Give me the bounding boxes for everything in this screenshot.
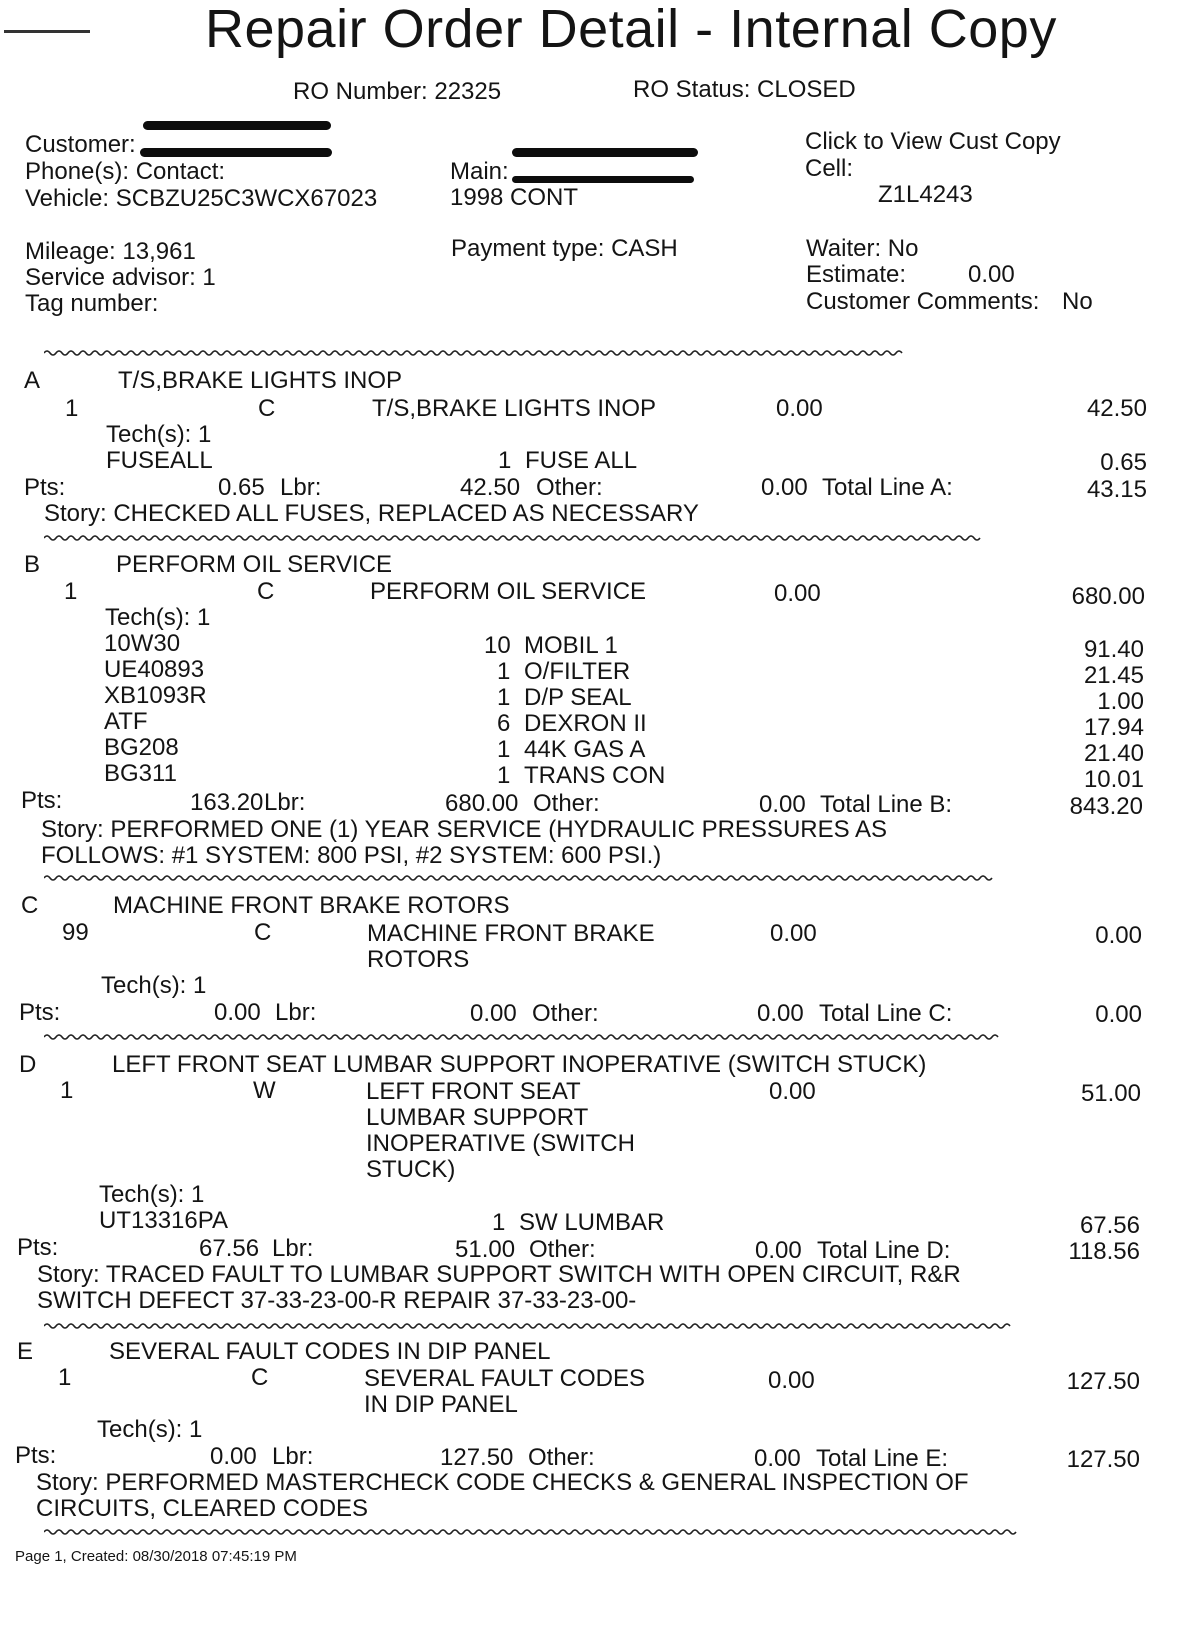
waiter: Waiter: No xyxy=(806,235,919,262)
line-d-lbr: 51.00 xyxy=(455,1236,516,1263)
line-b-part-number: UE40893 xyxy=(104,656,205,683)
line-b-col-value: 0.00 xyxy=(774,580,821,607)
line-e-qty: 1 xyxy=(58,1364,72,1391)
line-c-other-label: Other: xyxy=(532,1000,599,1027)
line-e-other-label: Other: xyxy=(528,1444,595,1471)
line-a-lbr: 42.50 xyxy=(460,474,521,501)
line-d-pts: 67.56 xyxy=(199,1235,260,1262)
line-a-story: Story: CHECKED ALL FUSES, REPLACED AS NECESSARY xyxy=(44,500,699,527)
line-e-desc: IN DIP PANEL xyxy=(364,1391,518,1418)
line-b-part-number: ATF xyxy=(104,708,148,735)
line-a-lbr-label: Lbr: xyxy=(280,474,322,501)
separator xyxy=(44,348,1134,358)
vehicle-model-redaction xyxy=(512,176,694,183)
line-c-col-value: 0.00 xyxy=(770,920,817,947)
line-c-code: C xyxy=(254,919,272,946)
line-c-other: 0.00 xyxy=(757,1000,804,1027)
line-d-part-price: 67.56 xyxy=(1079,1212,1140,1239)
line-a-part-price: 0.65 xyxy=(1100,449,1147,476)
line-d-code: W xyxy=(253,1077,276,1104)
line-c-pts: 0.00 xyxy=(214,999,261,1026)
line-b-lbr-label: Lbr: xyxy=(264,789,306,816)
line-b-part-name: 44K GAS A xyxy=(524,736,646,763)
line-b-other-label: Other: xyxy=(533,790,600,817)
line-e-lbr-label: Lbr: xyxy=(272,1443,314,1470)
line-d-lbr-label: Lbr: xyxy=(272,1235,314,1262)
line-a-part-name: FUSE ALL xyxy=(525,447,638,474)
line-b-part-price: 21.45 xyxy=(1083,662,1144,689)
line-a-pts: 0.65 xyxy=(218,474,265,501)
line-b-part-price: 10.01 xyxy=(1083,766,1144,793)
line-e-col-value: 0.00 xyxy=(768,1367,815,1394)
customer-comments-label: Customer Comments: xyxy=(806,288,1040,315)
line-b-other: 0.00 xyxy=(759,791,806,818)
line-b-part-name: DEXRON II xyxy=(524,710,647,737)
line-d-part-name: SW LUMBAR xyxy=(519,1209,665,1236)
line-d-desc: LEFT FRONT SEAT xyxy=(366,1078,581,1105)
line-e-total-label: Total Line E: xyxy=(816,1445,949,1472)
customer-label: Customer: xyxy=(25,131,136,158)
line-a-title: T/S,BRAKE LIGHTS INOP xyxy=(118,367,403,394)
line-d-desc: STUCK) xyxy=(366,1156,456,1183)
line-b-part-qty: 10 xyxy=(484,632,511,659)
header-scan-mark xyxy=(4,30,90,33)
line-a-tech: Tech(s): 1 xyxy=(106,421,212,448)
line-d-story: SWITCH DEFECT 37-33-23-00-R REPAIR 37-33-23-00- xyxy=(37,1287,637,1314)
line-e-desc: SEVERAL FAULT CODES xyxy=(364,1365,645,1392)
line-c-total: 0.00 xyxy=(1095,1001,1142,1028)
line-a-pts-label: Pts: xyxy=(24,474,66,501)
line-a-other: 0.00 xyxy=(761,474,808,501)
line-d-total: 118.56 xyxy=(1068,1238,1140,1265)
vehicle-vin: Vehicle: SCBZU25C3WCX67023 xyxy=(25,185,378,212)
separator xyxy=(44,533,1134,543)
line-b-part-price: 17.94 xyxy=(1083,714,1144,741)
line-d-col-value: 0.00 xyxy=(769,1078,816,1105)
line-a-letter: A xyxy=(24,367,41,394)
line-b-part-qty: 1 xyxy=(497,736,511,763)
line-b-part-qty: 1 xyxy=(497,658,511,685)
line-e-total: 127.50 xyxy=(1066,1446,1140,1473)
line-b-part-number: BG311 xyxy=(104,760,177,787)
line-e-lbr: 127.50 xyxy=(440,1444,514,1471)
line-e-tech: Tech(s): 1 xyxy=(97,1416,203,1443)
line-a-total: 43.15 xyxy=(1086,476,1147,503)
line-b-story: FOLLOWS: #1 SYSTEM: 800 PSI, #2 SYSTEM: 600 PSI.) xyxy=(41,842,662,869)
line-e-letter: E xyxy=(17,1338,34,1365)
line-e-pts: 0.00 xyxy=(210,1443,257,1470)
line-b-tech: Tech(s): 1 xyxy=(105,604,211,631)
line-d-desc: LUMBAR SUPPORT xyxy=(366,1104,589,1131)
line-e-pts-label: Pts: xyxy=(15,1442,57,1469)
line-b-part-qty: 1 xyxy=(497,684,511,711)
license-plate: Z1L4243 xyxy=(878,181,973,208)
line-b-part-number: BG208 xyxy=(104,734,179,761)
contact-redaction xyxy=(140,148,332,157)
line-a-part-number: FUSEALL xyxy=(106,447,213,474)
line-b-letter: B xyxy=(24,551,41,578)
line-b-desc: PERFORM OIL SERVICE xyxy=(370,578,647,605)
line-d-total-label: Total Line D: xyxy=(817,1237,951,1264)
line-a-labor-amount: 42.50 xyxy=(1086,395,1147,422)
line-c-total-label: Total Line C: xyxy=(819,1000,953,1027)
tag-number: Tag number: xyxy=(25,290,159,317)
line-d-labor-amount: 51.00 xyxy=(1080,1080,1141,1107)
customer-comments-value: No xyxy=(1062,288,1093,315)
ro-status: RO Status: CLOSED xyxy=(633,76,856,103)
line-b-code: C xyxy=(257,578,275,605)
line-d-title: LEFT FRONT SEAT LUMBAR SUPPORT INOPERATIVE (SWITCH STUCK) xyxy=(112,1051,927,1078)
separator xyxy=(44,1032,1134,1042)
page-footer: Page 1, Created: 08/30/2018 07:45:19 PM xyxy=(15,1548,297,1565)
separator xyxy=(44,1321,1134,1331)
line-b-part-qty: 1 xyxy=(497,762,511,789)
line-e-other: 0.00 xyxy=(754,1445,801,1472)
cell-label: Cell: xyxy=(805,155,854,182)
line-d-part-qty: 1 xyxy=(492,1209,506,1236)
customer-name-redaction xyxy=(143,121,331,130)
line-b-labor-amount: 680.00 xyxy=(1071,583,1145,610)
line-b-part-price: 1.00 xyxy=(1097,688,1144,715)
main-phone-redaction xyxy=(512,148,698,157)
estimate-label: Estimate: xyxy=(806,261,907,288)
line-d-other-label: Other: xyxy=(529,1236,596,1263)
line-c-qty: 99 xyxy=(62,919,89,946)
line-a-code: C xyxy=(258,395,276,422)
line-a-total-label: Total Line A: xyxy=(822,474,953,501)
line-c-pts-label: Pts: xyxy=(19,999,61,1026)
line-a-part-qty: 1 xyxy=(498,447,512,474)
line-d-tech: Tech(s): 1 xyxy=(99,1181,205,1208)
phone-contact-label: Phone(s): Contact: xyxy=(25,158,226,185)
line-b-part-number: 10W30 xyxy=(104,630,181,657)
line-a-other-label: Other: xyxy=(536,474,603,501)
line-b-part-price: 91.40 xyxy=(1083,636,1144,663)
estimate-value: 0.00 xyxy=(968,261,1015,288)
line-b-part-name: TRANS CON xyxy=(524,762,666,789)
line-b-pts-label: Pts: xyxy=(21,787,63,814)
line-b-qty: 1 xyxy=(64,578,78,605)
line-e-title: SEVERAL FAULT CODES IN DIP PANEL xyxy=(109,1338,551,1365)
line-a-col-value: 0.00 xyxy=(776,395,823,422)
line-b-title: PERFORM OIL SERVICE xyxy=(116,551,393,578)
line-d-qty: 1 xyxy=(60,1077,74,1104)
separator xyxy=(44,1527,1134,1537)
line-c-lbr: 0.00 xyxy=(470,1000,517,1027)
line-d-letter: D xyxy=(19,1051,37,1078)
line-c-labor-amount: 0.00 xyxy=(1095,922,1142,949)
mileage: Mileage: 13,961 xyxy=(25,238,196,265)
separator xyxy=(44,873,1134,883)
line-b-part-price: 21.40 xyxy=(1083,740,1144,767)
line-c-lbr-label: Lbr: xyxy=(275,999,317,1026)
page-title: Repair Order Detail - Internal Copy xyxy=(205,0,1057,59)
line-d-desc: INOPERATIVE (SWITCH xyxy=(366,1130,635,1157)
line-c-letter: C xyxy=(21,892,39,919)
line-b-part-name: MOBIL 1 xyxy=(524,632,618,659)
line-b-total: 843.20 xyxy=(1069,793,1143,820)
line-c-desc: ROTORS xyxy=(367,946,470,973)
line-b-part-name: O/FILTER xyxy=(524,658,631,685)
line-a-desc: T/S,BRAKE LIGHTS INOP xyxy=(372,395,657,422)
line-c-desc: MACHINE FRONT BRAKE xyxy=(367,920,655,947)
line-d-pts-label: Pts: xyxy=(17,1234,59,1261)
vehicle-year-model: 1998 CONT xyxy=(450,184,579,211)
view-customer-copy-link[interactable]: Click to View Cust Copy xyxy=(805,128,1061,155)
line-b-part-qty: 6 xyxy=(497,710,511,737)
line-b-story: Story: PERFORMED ONE (1) YEAR SERVICE (HYDRAULIC PRESSURES AS xyxy=(41,816,887,843)
payment-type: Payment type: CASH xyxy=(451,235,678,262)
main-phone-label: Main: xyxy=(450,158,509,185)
line-e-labor-amount: 127.50 xyxy=(1066,1368,1140,1395)
line-d-part-number: UT13316PA xyxy=(99,1207,228,1234)
line-b-lbr: 680.00 xyxy=(445,790,519,817)
line-e-story: CIRCUITS, CLEARED CODES xyxy=(36,1495,369,1522)
line-b-total-label: Total Line B: xyxy=(820,791,953,818)
line-c-title: MACHINE FRONT BRAKE ROTORS xyxy=(113,892,510,919)
line-c-tech: Tech(s): 1 xyxy=(101,972,207,999)
line-e-code: C xyxy=(251,1364,269,1391)
line-d-story: Story: TRACED FAULT TO LUMBAR SUPPORT SWITCH WITH OPEN CIRCUIT, R&R xyxy=(37,1261,961,1288)
line-b-part-number: XB1093R xyxy=(104,682,207,709)
line-b-part-name: D/P SEAL xyxy=(524,684,632,711)
line-b-pts: 163.20 xyxy=(190,789,264,816)
line-e-story: Story: PERFORMED MASTERCHECK CODE CHECKS & GENERAL INSPECTION OF xyxy=(36,1469,969,1496)
line-a-qty: 1 xyxy=(65,395,79,422)
service-advisor: Service advisor: 1 xyxy=(25,264,216,291)
ro-number: RO Number: 22325 xyxy=(293,78,502,105)
line-d-other: 0.00 xyxy=(755,1237,802,1264)
